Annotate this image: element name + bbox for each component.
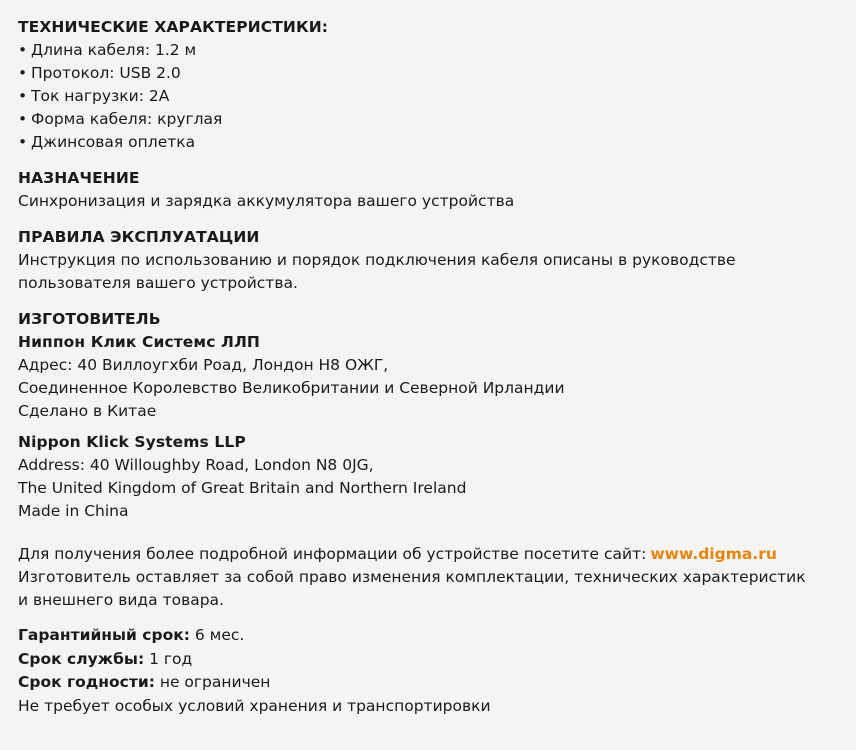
warranty-row <box>18 624 856 648</box>
service-life-value: 1 год <box>149 649 193 668</box>
shelf-life-label: Срок годности: <box>18 673 155 691</box>
purpose-heading: НАЗНАЧЕНИЕ <box>18 169 140 187</box>
specs-section <box>18 16 856 154</box>
address-line-en: The United Kingdom of Great Britain and Northern Ireland <box>18 479 467 497</box>
more-info-prefix: Для получения более подробной информации об устройстве посетите сайт: <box>18 545 647 563</box>
shelf-life-value: не ограничен <box>159 673 271 691</box>
spec-item: • Длина кабеля: 1.2 м <box>18 39 856 62</box>
address-line-en: Address: 40 Willoughby Road, London N8 0JG, <box>18 456 374 474</box>
address-line-ru: Соединенное Королевство Великобритании и Северной Ирландии <box>18 379 565 397</box>
manufacturer-section <box>18 308 856 523</box>
spec-item: • Форма кабеля: круглая <box>18 108 856 131</box>
service-life-label: Срок службы: <box>18 649 145 668</box>
rules-text-line: пользователя вашего устройства. <box>18 274 298 292</box>
warranty-label: Гарантийный срок: <box>18 626 190 644</box>
more-info-line <box>18 543 856 566</box>
spec-item: • Ток нагрузки: 2А <box>18 85 856 108</box>
rules-text-line: Инструкция по использованию и порядок подключения кабеля описаны в руководстве <box>18 251 736 269</box>
website-link[interactable]: www.digma.ru <box>650 545 777 563</box>
service-life-row <box>18 648 856 672</box>
purpose-text: Синхронизация и зарядка аккумулятора вашего устройства <box>18 192 515 210</box>
company-name-en: Nippon Klick Systems LLP <box>18 433 246 451</box>
shelf-life-row <box>18 671 856 695</box>
company-name-ru: Ниппон Клик Системс ЛЛП <box>18 333 260 351</box>
storage-note: Не требует особых условий хранения и транспортировки <box>18 696 491 715</box>
rules-section <box>18 226 856 295</box>
disclaimer-line: и внешнего вида товара. <box>18 591 224 609</box>
more-info-section <box>18 543 856 612</box>
origin-line-en: Made in China <box>18 502 129 520</box>
manufacturer-ru <box>18 331 856 423</box>
warranty-section <box>18 624 856 718</box>
purpose-section <box>18 167 856 213</box>
warranty-value: 6 мес. <box>194 626 245 644</box>
origin-line-ru: Сделано в Китае <box>18 402 157 420</box>
address-line-ru: Адрес: 40 Виллоугхби Роад, Лондон Н8 ОЖГ, <box>18 356 389 374</box>
spec-item: • Протокол: USB 2.0 <box>18 62 856 85</box>
spec-item: • Джинсовая оплетка <box>18 131 856 154</box>
rules-heading: ПРАВИЛА ЭКСПЛУАТАЦИИ <box>18 228 260 246</box>
specs-list <box>18 39 856 154</box>
specs-heading: ТЕХНИЧЕСКИЕ ХАРАКТЕРИСТИКИ: <box>18 18 329 36</box>
manufacturer-en <box>18 431 856 523</box>
manufacturer-heading: ИЗГОТОВИТЕЛЬ <box>18 310 161 328</box>
disclaimer-line: Изготовитель оставляет за собой право изменения комплектации, технических характеристик <box>18 568 806 586</box>
